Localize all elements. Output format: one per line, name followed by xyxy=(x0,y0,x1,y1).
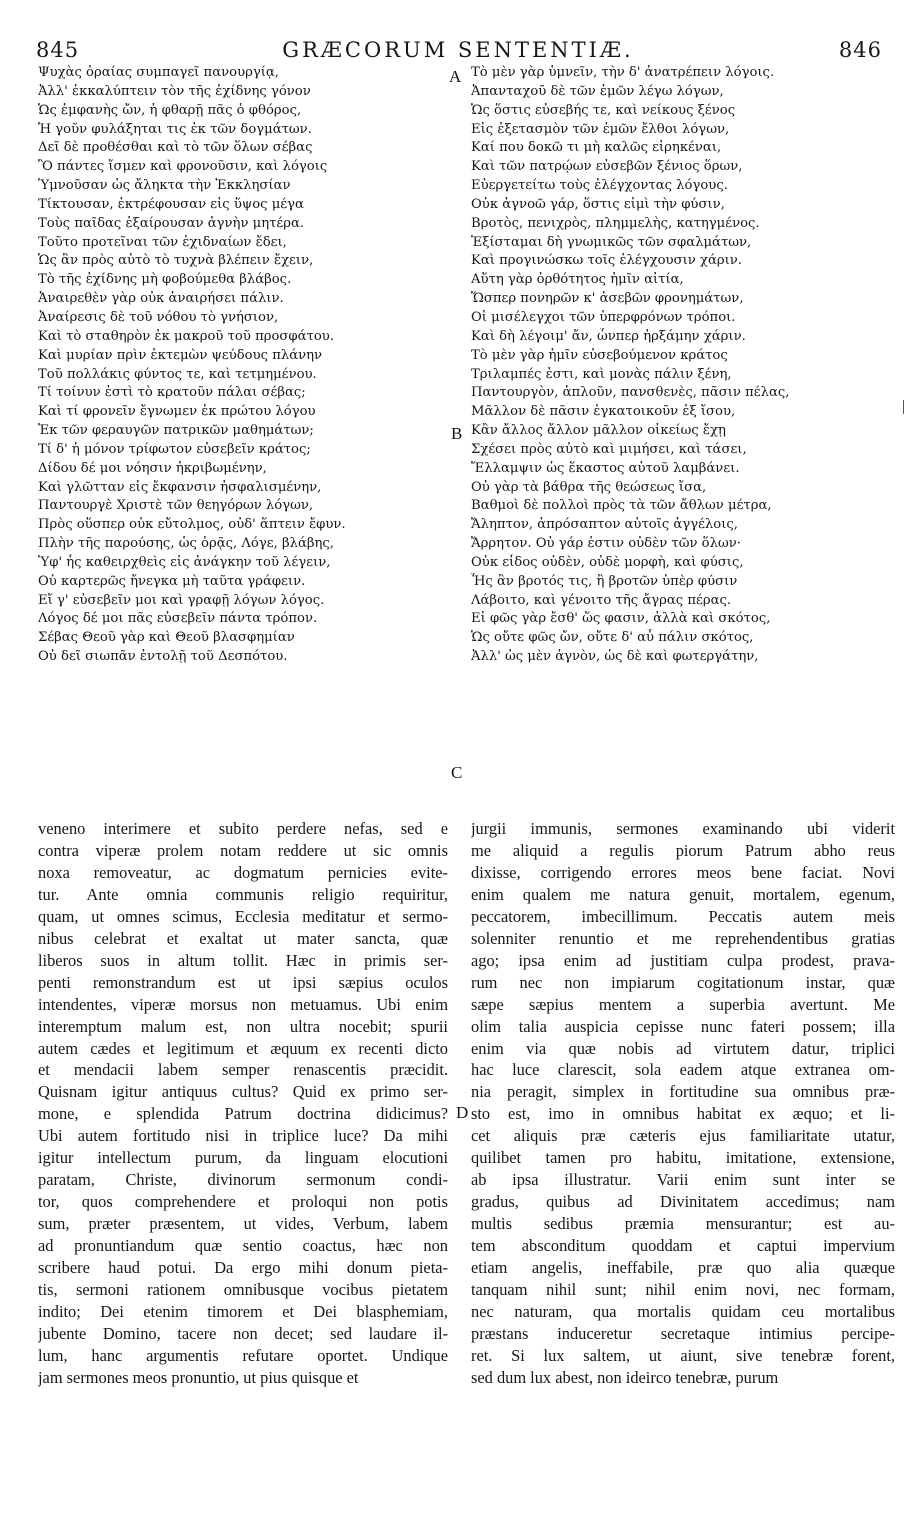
text-line: Τοὺς παῖδας ἐξαίρουσαν ἁγνὴν μητέρα. xyxy=(38,215,305,231)
text-line: tem absconditum quoddam et captui impervium xyxy=(471,1236,895,1256)
text-line: tor, quos comprehendere et proloqui non potis xyxy=(38,1192,448,1212)
text-line: Εἰς ἐξετασμὸν τῶν ἐμῶν ἔλθοι λόγων, xyxy=(471,121,730,137)
text-line: Οὐκ ἀγνοῶ γάρ, ὅστις εἰμὶ τὴν φύσιν, xyxy=(471,196,725,212)
text-line: jurgii immunis, sermones examinando ubi viderit xyxy=(471,819,895,838)
text-line: me aliquid a regulis piorum Patrum abho reus xyxy=(471,840,895,860)
text-line: Ὑμνοῦσαν ὡς ἄληκτα τὴν Ἐκκλησίαν xyxy=(38,178,291,194)
text-line: scribere haud potui. Da ergo mihi donum pieta- xyxy=(38,1258,448,1278)
text-line: Οὐ δεῖ σιωπᾶν ἐντολῇ τοῦ Δεσπότου. xyxy=(38,649,288,665)
text-line: Παντουργὸν, ἁπλοῦν, πανσθενὲς, πᾶσιν πέλας, xyxy=(471,385,790,401)
text-line: Καὶ τί φρονεῖν ἔγνωμεν ἐκ πρώτου λόγου xyxy=(38,404,316,420)
text-line: sæpe sæpius mentem a superbia avertunt. Me xyxy=(471,994,895,1014)
page-number-left: 845 xyxy=(36,38,80,62)
text-line: Ἀναίρεσις δὲ τοῦ νόθου τὸ γνήσιον, xyxy=(38,309,279,325)
text-line: sum, præter præsentem, ut vides, Verbum, labem xyxy=(38,1214,448,1234)
text-line: Τίκτουσαν, ἐκτρέφουσαν εἰς ὕψος μέγα xyxy=(38,196,304,212)
text-line: Τοῦ πολλάκις φύντος τε, καὶ τετμημένου. xyxy=(38,366,317,382)
text-line: Καὶ τῶν πατρῴων εὐσεβῶν ξένιος ὅρων, xyxy=(471,159,743,175)
margin-mark-b: B xyxy=(451,424,463,443)
text-line: Ὥσπερ πονηρῶν κ' ἀσεβῶν φρονημάτων, xyxy=(471,291,744,307)
text-line: Ubi autem fortitudo nisi in triplice luce? Da mihi xyxy=(38,1126,448,1146)
text-line: interemptum malum est, non ultra nocebit; spurii xyxy=(38,1016,448,1036)
text-line: Τοῦτο προτεῖναι τῶν ἐχιδναίων ἔδει, xyxy=(38,234,287,250)
text-line: etiam angelis, ineffabile, præ quo alia quæque xyxy=(471,1258,895,1278)
text-line: tis, sermoni rationem omnibusque vocibus pietatem xyxy=(38,1280,448,1300)
text-line: Πρὸς οὕσπερ οὐκ εὔτολμος, οὐδ' ἅπτειν ἔφυν. xyxy=(38,517,346,533)
latin-column-right xyxy=(471,818,895,1389)
text-line: Ἧς ἂν βροτός τις, ἢ βροτῶν ὑπὲρ φύσιν xyxy=(471,573,738,589)
margin-mark-d: D xyxy=(456,1103,469,1122)
text-line: Εἰ φῶς γὰρ ἔσθ' ὥς φασιν, ἀλλὰ καὶ σκότος, xyxy=(471,611,771,627)
text-line: Εὐεργετείτω τοὺς ἐλέγχοντας λόγους. xyxy=(471,178,728,194)
text-line: Ἀλλ' ἐκκαλύπτειν τὸν τῆς ἐχίδνης γόνον xyxy=(38,83,311,99)
text-line: ret. Si lux saltem, ut aiunt, sive tenebræ forent, xyxy=(471,1345,895,1365)
text-line: enim qualem me natura genuit, mortalem, egenum, xyxy=(471,884,895,904)
text-line: Ἀναιρεθὲν γὰρ οὐκ ἀναιρήσει πάλιν. xyxy=(38,291,284,307)
text-line: nibus celebrat et exaltat ut mater sancta, quæ xyxy=(38,928,448,948)
text-line: Βροτὸς, πενιχρὸς, πλημμελὴς, κατηγμένος. xyxy=(471,215,760,231)
running-head: GRÆCORUM SENTENTIÆ. xyxy=(282,38,634,62)
latin-column-left xyxy=(38,818,448,1389)
text-line: olim talia auspicia cepisse nunc fateri possem; illa xyxy=(471,1016,895,1036)
text-line: Μᾶλλον δὲ πᾶσιν ἐγκατοικοῦν ἐξ ἴσου, xyxy=(471,404,736,420)
text-line: Ἀπανταχοῦ δὲ τῶν ἐμῶν λέγω λόγων, xyxy=(471,83,724,99)
text-line: quam, ut omnes scimus, Ecclesia meditatur et sermo- xyxy=(38,906,448,926)
text-line: noxa removeatur, ac dogmatum pernicies evite- xyxy=(38,862,448,882)
text-line: solenniter renuntio et me reprehendentibus gratias xyxy=(471,928,895,948)
text-line: liberos suos in altum tollit. Hæc in primis ser- xyxy=(38,950,448,970)
text-line: enim via quæ nobis ad virtutem datur, triplici xyxy=(471,1038,895,1058)
text-line: Ἐξίσταμαι δὴ γνωμικῶς τῶν σφαλμάτων, xyxy=(471,234,752,250)
greek-column-right xyxy=(471,64,893,667)
margin-mark-a: A xyxy=(449,67,462,86)
text-line: Ψυχὰς ὁραίας συμπαγεῖ πανουργίᾳ, xyxy=(38,65,279,80)
text-line: Ἔλλαμψιν ὡς ἕκαστος αὐτοῦ λαμβάνει. xyxy=(471,460,740,476)
text-line: Ἐκ τῶν φεραυγῶν πατρικῶν μαθημάτων; xyxy=(38,423,314,439)
text-line: Καὶ μυρίαν πρὶν ἐκτεμὼν ψεύδους πλάνην xyxy=(38,347,323,363)
text-line: lum, hanc argumentis refutare oportet. Undique xyxy=(38,1345,448,1365)
text-line: intendentes, viperæ morsus non metuamus. Ubi enim xyxy=(38,994,448,1014)
text-line: Οὐ καρτερῶς ἤνεγκα μὴ ταῦτα γράφειν. xyxy=(38,573,306,589)
text-line: Τί τοίνυν ἐστὶ τὸ κρατοῦν πάλαι σέβας; xyxy=(38,385,306,401)
text-line: Καί που δοκῶ τι μὴ καλῶς εἰρηκέναι, xyxy=(471,140,722,156)
text-line: sed dum lux abest, non ideirco tenebræ, purum xyxy=(471,1367,779,1387)
text-line: Ὡς οὔτε φῶς ὤν, οὔτε δ' αὖ πάλιν σκότος, xyxy=(471,630,754,646)
text-line: Τριλαμπές ἐστι, καὶ μονὰς πάλιν ξένη, xyxy=(471,366,732,382)
text-line: Ἡ γοῦν φυλάξηται τις ἐκ τῶν δογμάτων. xyxy=(38,121,312,137)
text-line: Σχέσει πρὸς αὐτὸ καὶ μιμήσει, καὶ τάσει, xyxy=(471,441,747,457)
text-line: Ἄρρητον. Οὐ γάρ ἐστιν οὐδὲν τῶν ὅλων· xyxy=(471,536,741,552)
text-line: Ὡς ἂν πρὸς αὐτὸ τὸ τυχνὰ βλέπειν ἔχειν, xyxy=(38,253,314,269)
text-line: Καὶ τὸ σταθηρὸν ἐκ μακροῦ τοῦ προσφάτου. xyxy=(38,328,335,344)
text-line: Ἄληπτον, ἀπρόσαπτον αὐτοῖς ἀγγέλοις, xyxy=(471,517,738,533)
text-line: tur. Ante omnia communis religio requiritur, xyxy=(38,884,448,904)
text-line: Ὃ πάντες ἴσμεν καὶ φρονοῦσιν, καὶ λόγοις xyxy=(38,159,328,175)
text-line: sto est, imo in omnibus habitat ex æquo; et li- xyxy=(471,1104,895,1124)
text-line: Καὶ προγινώσκω τοῖς ἐλέγχουσιν χάριν. xyxy=(471,253,742,269)
margin-mark-c: C xyxy=(451,763,463,782)
text-line: nia peragit, simplex in fortitudine sua omnibus præ- xyxy=(471,1082,895,1102)
text-line: Ἀλλ' ὡς μὲν ἁγνὸν, ὡς δὲ καὶ φωτεργάτην, xyxy=(471,649,759,665)
text-line: Αὕτη γὰρ ὀρθότητος ἡμῖν αἰτία, xyxy=(471,272,684,288)
text-line: jam sermones meos pronuntio, ut pius quisque et xyxy=(38,1367,359,1387)
text-line: Καὶ δὴ λέγοιμ' ἄν, ὧνπερ ἠρξάμην χάριν. xyxy=(471,328,746,344)
text-line: hac luce clarescit, sola eadem atque extranea om- xyxy=(471,1060,895,1080)
text-line: indito; Dei etenim timorem et Dei blasphemiam, xyxy=(38,1301,448,1321)
text-line: Δίδου δέ μοι νόησιν ἠκριβωμένην, xyxy=(38,460,267,476)
text-line: peccatorem, imbecillimum. Peccatis autem meis xyxy=(471,906,895,926)
text-line: præstans induceretur secretaque intimius percipe- xyxy=(471,1323,895,1343)
text-line: Ὡς ἐμφανὴς ὤν, ἡ φθαρῇ πᾶς ὁ φθόρος, xyxy=(38,102,302,118)
greek-column-left xyxy=(38,64,433,667)
text-line: rum nec non impiarum cogitationum instar, quæ xyxy=(471,972,895,992)
text-line: Λόγος δέ μοι πᾶς εὐσεβεῖν πάντα τρόπον. xyxy=(38,611,318,627)
text-line: Σέβας Θεοῦ γὰρ καὶ Θεοῦ βλασφημίαν xyxy=(38,630,295,646)
text-line: igitur intellectum purum, da linguam elocutioni xyxy=(38,1148,448,1168)
text-line: multis sedibus præmia mensurantur; est au- xyxy=(471,1214,895,1234)
margin-tick xyxy=(903,400,904,414)
text-line: Πλὴν τῆς παρούσης, ὡς ὁρᾷς, Λόγε, βλάβης, xyxy=(38,536,334,552)
text-line: cet aliquis præ cæteris ejus familiaritate utatur, xyxy=(471,1126,895,1146)
text-line: ago; ipsa enim ad justitiam culpa prodest, prava- xyxy=(471,950,895,970)
text-line: veneno interimere et subito perdere nefas, sed e xyxy=(38,819,448,838)
text-line: Quisnam igitur antiquus cultus? Quid ex primo ser- xyxy=(38,1082,448,1102)
text-line: quilibet tamen pro habitu, imitatione, extensione, xyxy=(471,1148,895,1168)
text-line: dixisse, corrigendo errores meos bene faciat. Novi xyxy=(471,862,895,882)
text-line: Ὡς ὅστις εὐσεβής τε, καὶ νείκους ξένος xyxy=(471,102,736,118)
text-line: gradus, quibus ad Divinitatem accedimus; nam xyxy=(471,1192,895,1212)
text-line: contra viperæ prolem notam reddere ut sic omnis xyxy=(38,840,448,860)
text-line: Οὐκ εἶδος οὐδὲν, οὐδὲ μορφὴ, καὶ φύσις, xyxy=(471,554,744,570)
text-line: Κἂν ἄλλος ἄλλον μᾶλλον οἰκείως ἔχῃ xyxy=(471,423,726,439)
text-line: et mendacii labem semper renascentis præcidit. xyxy=(38,1060,448,1080)
text-line: Εἴ γ' εὐσεβεῖν μοι καὶ γραφῇ λόγων λόγος. xyxy=(38,592,325,608)
text-line: autem cædes et legitimum et æquum ex recenti dicto xyxy=(38,1038,448,1058)
text-line: mone, e splendida Patrum doctrina didicimus? xyxy=(38,1104,448,1124)
text-line: Λάβοιτο, καὶ γένοιτο τῆς ἄγρας πέρας. xyxy=(471,592,732,608)
text-line: ad pronuntiandum quæ sentio coactus, hæc non xyxy=(38,1236,448,1256)
text-line: Οὐ γὰρ τὰ βάθρα τῆς θεώσεως ἴσα, xyxy=(471,479,707,495)
text-line: Καὶ γλῶτταν εἰς ἔκφανσιν ἠσφαλισμένην, xyxy=(38,479,322,495)
text-line: Παντουργὲ Χριστὲ τῶν θεηγόρων λόγων, xyxy=(38,498,314,514)
text-line: jubente Domino, tacere non decet; sed laudare il- xyxy=(38,1323,448,1343)
text-line: Τὸ τῆς ἐχίδνης μὴ φοβούμεθα βλάβος. xyxy=(38,272,292,288)
text-line: tanquam nihil sunt; nihil enim novi, nec formam, xyxy=(471,1280,895,1300)
text-line: paratam, Christe, divinorum sermonum condi- xyxy=(38,1170,448,1190)
page-number-right: 846 xyxy=(838,38,882,62)
text-line: penti remonstrandum est ut ipsi sæpius oculos xyxy=(38,972,448,992)
text-line: Τὸ μὲν γὰρ ἡμῖν εὐσεβούμενον κράτος xyxy=(471,347,728,363)
text-line: ab ipsa illustratur. Varii enim sunt inter se xyxy=(471,1170,895,1190)
text-line: Ὑφ' ἧς καθειρχθεὶς εἰς ἀνάγκην τοῦ λέγειν, xyxy=(38,554,331,570)
text-line: Τὸ μὲν γὰρ ὑμνεῖν, τὴν δ' ἀνατρέπειν λόγοις. xyxy=(471,65,775,80)
text-line: Δεῖ δὲ προθέσθαι καὶ τὸ τῶν ὅλων σέβας xyxy=(38,140,313,156)
text-line: Οἱ μισέλεγχοι τῶν ὑπερφρόνων τρόποι. xyxy=(471,309,736,325)
text-line: Βαθμοὶ δὲ πολλοὶ πρὸς τὰ τῶν ἄθλων μέτρα, xyxy=(471,498,772,514)
text-line: Τί δ' ἡ μόνον τρίφωτον εὐσεβεῖν κράτος; xyxy=(38,441,311,457)
text-line: nec naturam, qua mortalis quidam ceu mortalibus xyxy=(471,1301,895,1321)
